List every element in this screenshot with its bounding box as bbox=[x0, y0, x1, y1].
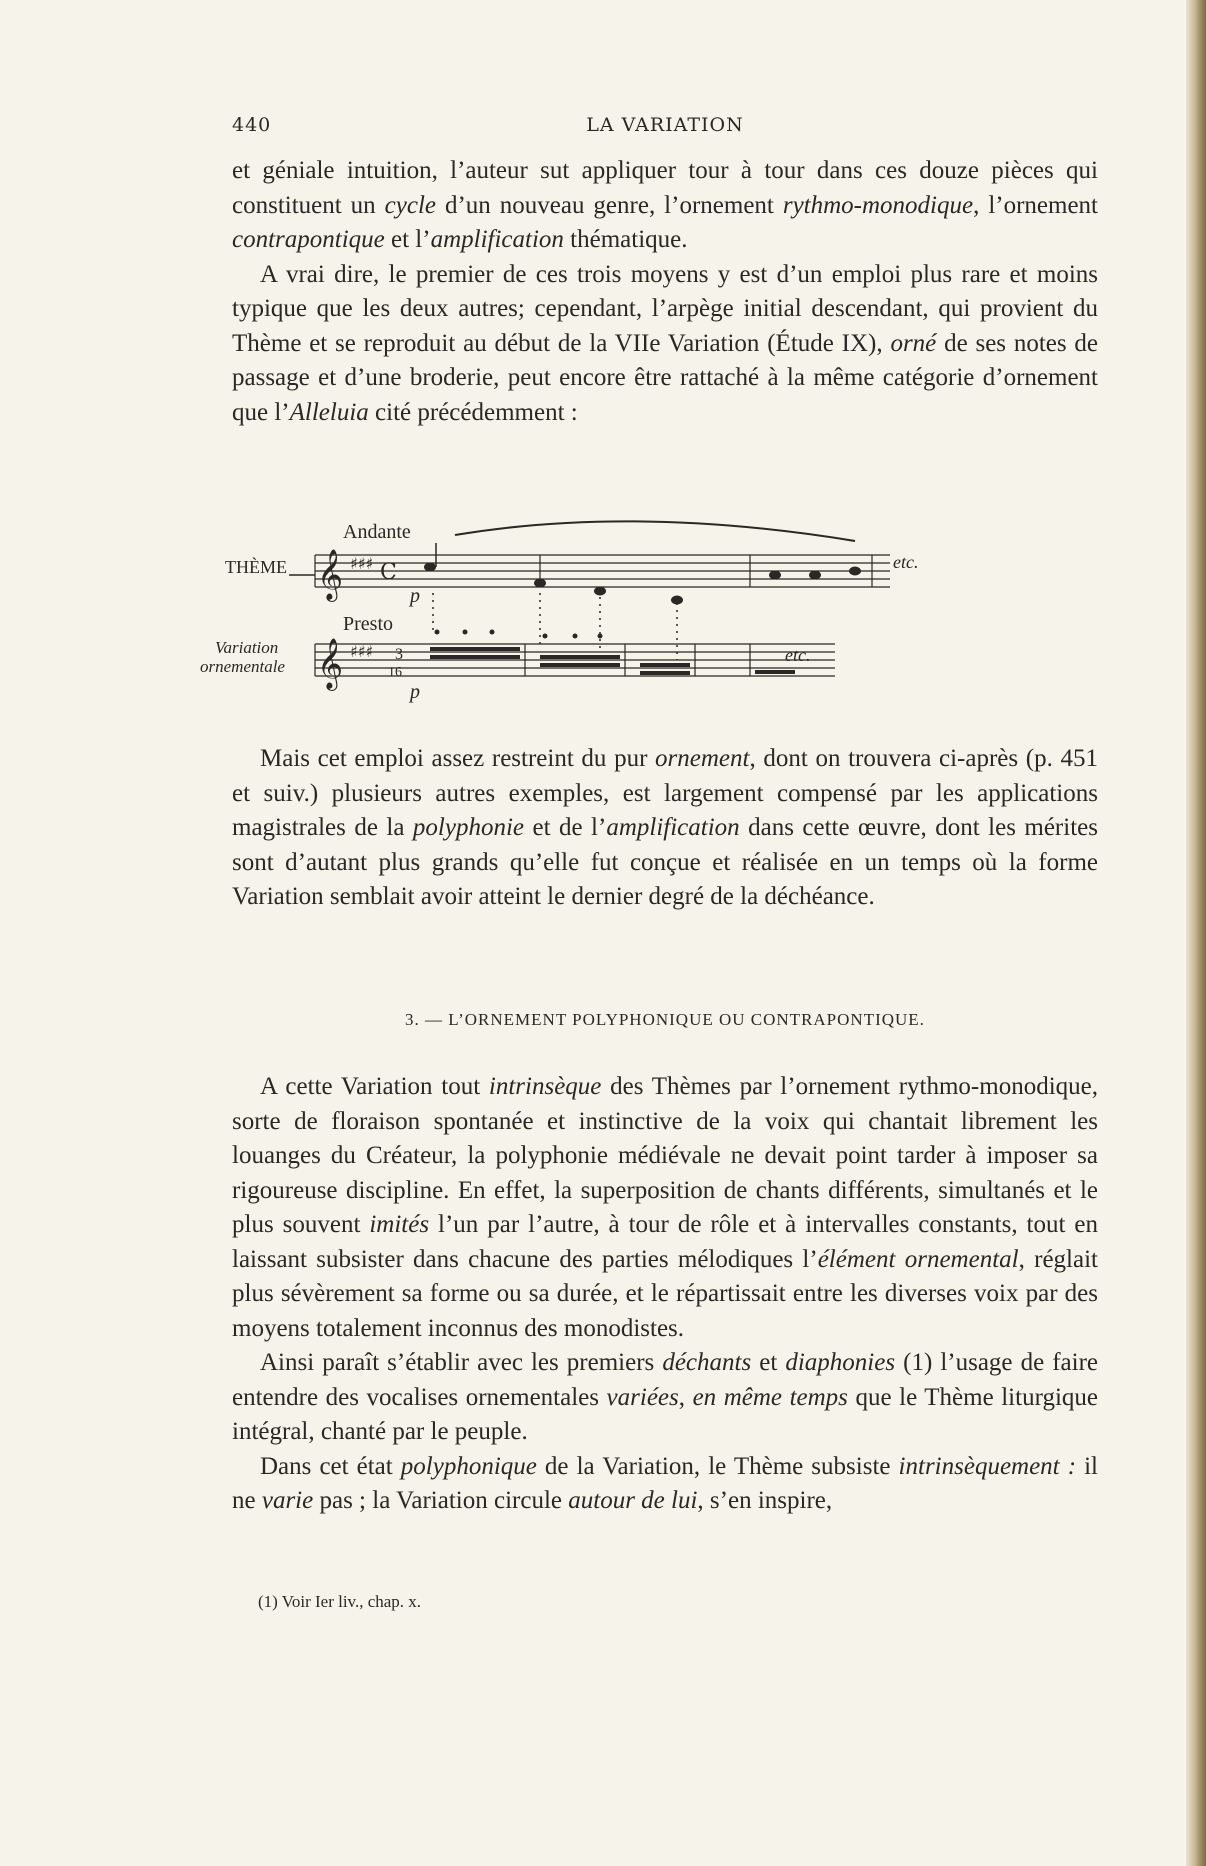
time-sig-bottom: 16 bbox=[388, 665, 402, 680]
text-run: , l’ornement bbox=[973, 191, 1098, 219]
italic-run: polyphonie bbox=[412, 814, 524, 841]
music-example bbox=[200, 495, 1115, 725]
italic-run: amplification bbox=[430, 226, 564, 253]
theme-staff bbox=[315, 555, 890, 587]
text-run: cité précédemment : bbox=[368, 398, 578, 426]
text-run: Dans cet état bbox=[260, 1452, 401, 1480]
text-run: d’un nouveau genre, l’ornement bbox=[436, 191, 783, 219]
text-run: thématique. bbox=[563, 226, 688, 253]
italic-run: ornement bbox=[655, 745, 750, 772]
running-title: LA VARIATION bbox=[586, 114, 744, 136]
tempo-andante: Andante bbox=[343, 521, 411, 543]
italic-run: varie bbox=[261, 1487, 314, 1514]
text-run: A cette Variation tout bbox=[260, 1073, 489, 1100]
paragraph bbox=[232, 1450, 1098, 1519]
dynamic-p: p bbox=[410, 585, 420, 607]
etc-label: etc. bbox=[893, 552, 919, 572]
text-run: des Thèmes par l’ornement rythmo-monodique, sorte de floraison spontanée et instinctive de la voix qui chantait librement les louanges du Créateur, la polyphonie médiévale ne devait point tarder à imposer sa rigoureuse discipline. En effet, la superposition de chants différents, simultanés et le plus souvent bbox=[232, 1073, 1098, 1238]
italic-run: contrapontique bbox=[232, 226, 385, 253]
text-run: , bbox=[678, 1383, 693, 1411]
italic-run: imités bbox=[369, 1211, 430, 1238]
text-run: et géniale intuition, l’auteur sut appliquer tour à tour dans ces douze pièces qui constituent un bbox=[232, 157, 1098, 219]
italic-run: diaphonies bbox=[785, 1349, 896, 1376]
text-run: et bbox=[751, 1349, 786, 1376]
italic-run: déchants bbox=[662, 1349, 752, 1376]
text-run: de ses notes de passage et d’une broderie, peut encore être rattaché à la même catégorie d’ornement que l’ bbox=[232, 329, 1098, 426]
paragraph bbox=[232, 1346, 1098, 1450]
etc-label-2: etc. bbox=[785, 645, 811, 665]
slur bbox=[455, 521, 855, 541]
paragraph bbox=[232, 154, 1098, 258]
text-run: que le Thème liturgique intégral, chanté par le peuple. bbox=[232, 1383, 1098, 1445]
paragraph bbox=[232, 1070, 1098, 1346]
paragraph bbox=[232, 742, 1098, 915]
italic-run: autour de lui bbox=[568, 1487, 698, 1514]
paragraph bbox=[232, 258, 1098, 431]
dynamic-p-2: p bbox=[410, 681, 420, 703]
text-run: Ainsi paraît s’établir avec les premiers bbox=[260, 1349, 663, 1376]
treble-clef-icon-2: 𝄞 bbox=[317, 638, 344, 689]
italic-run: cycle bbox=[384, 191, 436, 219]
text-run: de la Variation, le Thème subsiste bbox=[536, 1452, 899, 1480]
time-signature-c: C bbox=[380, 560, 397, 585]
page-header bbox=[232, 114, 1098, 142]
text-run: Mais cet emploi assez restreint du pur bbox=[260, 745, 656, 772]
text-block-middle bbox=[232, 742, 1098, 915]
theme-label: THÈME bbox=[225, 557, 287, 577]
text-run: , s’en inspire, bbox=[697, 1487, 833, 1514]
text-run: pas ; la Variation circule bbox=[313, 1487, 569, 1514]
text-run: il ne bbox=[232, 1452, 1098, 1514]
footnote: (1) Voir Ier liv., chap. x. bbox=[258, 1592, 422, 1611]
time-sig-top: 3 bbox=[395, 646, 403, 663]
italic-run: Alleluia bbox=[289, 398, 369, 426]
text-run: et l’ bbox=[384, 226, 431, 253]
text-run: l’un par l’autre, à tour de rôle et à intervalles constants, tout en laissant subsister dans chacune des parties mélodiques l’ bbox=[232, 1211, 1098, 1273]
text-run: dans cette œuvre, dont les mérites sont d’autant plus grands qu’elle fut conçue et réalisée en un temps où la forme Variation semblait avoir atteint le dernier degré de la déchéance. bbox=[232, 814, 1098, 910]
italic-run: élément ornemental bbox=[817, 1245, 1019, 1273]
section-heading: 3. — L’ORNEMENT POLYPHONIQUE OU CONTRAPONTIQUE. bbox=[405, 1010, 925, 1029]
text-run: , dont on trouvera ci-après (p. 451 et suiv.) plusieurs autres exemples, est largement compensé par les applications magistrales de la bbox=[232, 745, 1098, 841]
text-run: (1) l’usage de faire entendre des vocalises ornementales bbox=[232, 1349, 1099, 1411]
key-signature-2: ♯♯♯ bbox=[350, 642, 374, 661]
text-run: et de l’ bbox=[524, 814, 607, 841]
italic-run: intrinsèque bbox=[488, 1073, 602, 1100]
text-run: A vrai dire, le premier de ces trois moyens y est d’un emploi plus rare et moins typique que les deux autres; cependant, l’arpège initial descendant, qui provient du Thème et se reproduit au début de la VIIe Variation (Étude IX), bbox=[232, 260, 1098, 357]
text-block-bottom bbox=[232, 1070, 1098, 1519]
tempo-presto: Presto bbox=[343, 613, 393, 635]
italic-run: en même temps bbox=[692, 1383, 848, 1411]
italic-run: variées bbox=[606, 1383, 679, 1411]
variation-label: Variation bbox=[215, 638, 279, 657]
page-edge bbox=[1186, 0, 1206, 1866]
text-block-top bbox=[232, 154, 1098, 430]
variation-label-2: ornementale bbox=[200, 657, 285, 676]
text-run: , réglait plus sévèrement sa forme ou sa durée, et le répartissait entre les diverses voix par des moyens totalement inconnus des monodistes. bbox=[232, 1245, 1098, 1342]
italic-run: rythmo-monodique bbox=[782, 191, 974, 219]
treble-clef-icon: 𝄞 bbox=[317, 549, 344, 600]
italic-run: intrinsèquement : bbox=[898, 1452, 1077, 1480]
italic-run: orné bbox=[890, 329, 937, 357]
page-number: 440 bbox=[232, 114, 272, 136]
italic-run: amplification bbox=[606, 814, 740, 841]
italic-run: polyphonique bbox=[400, 1452, 537, 1480]
key-signature: ♯♯♯ bbox=[350, 554, 374, 573]
